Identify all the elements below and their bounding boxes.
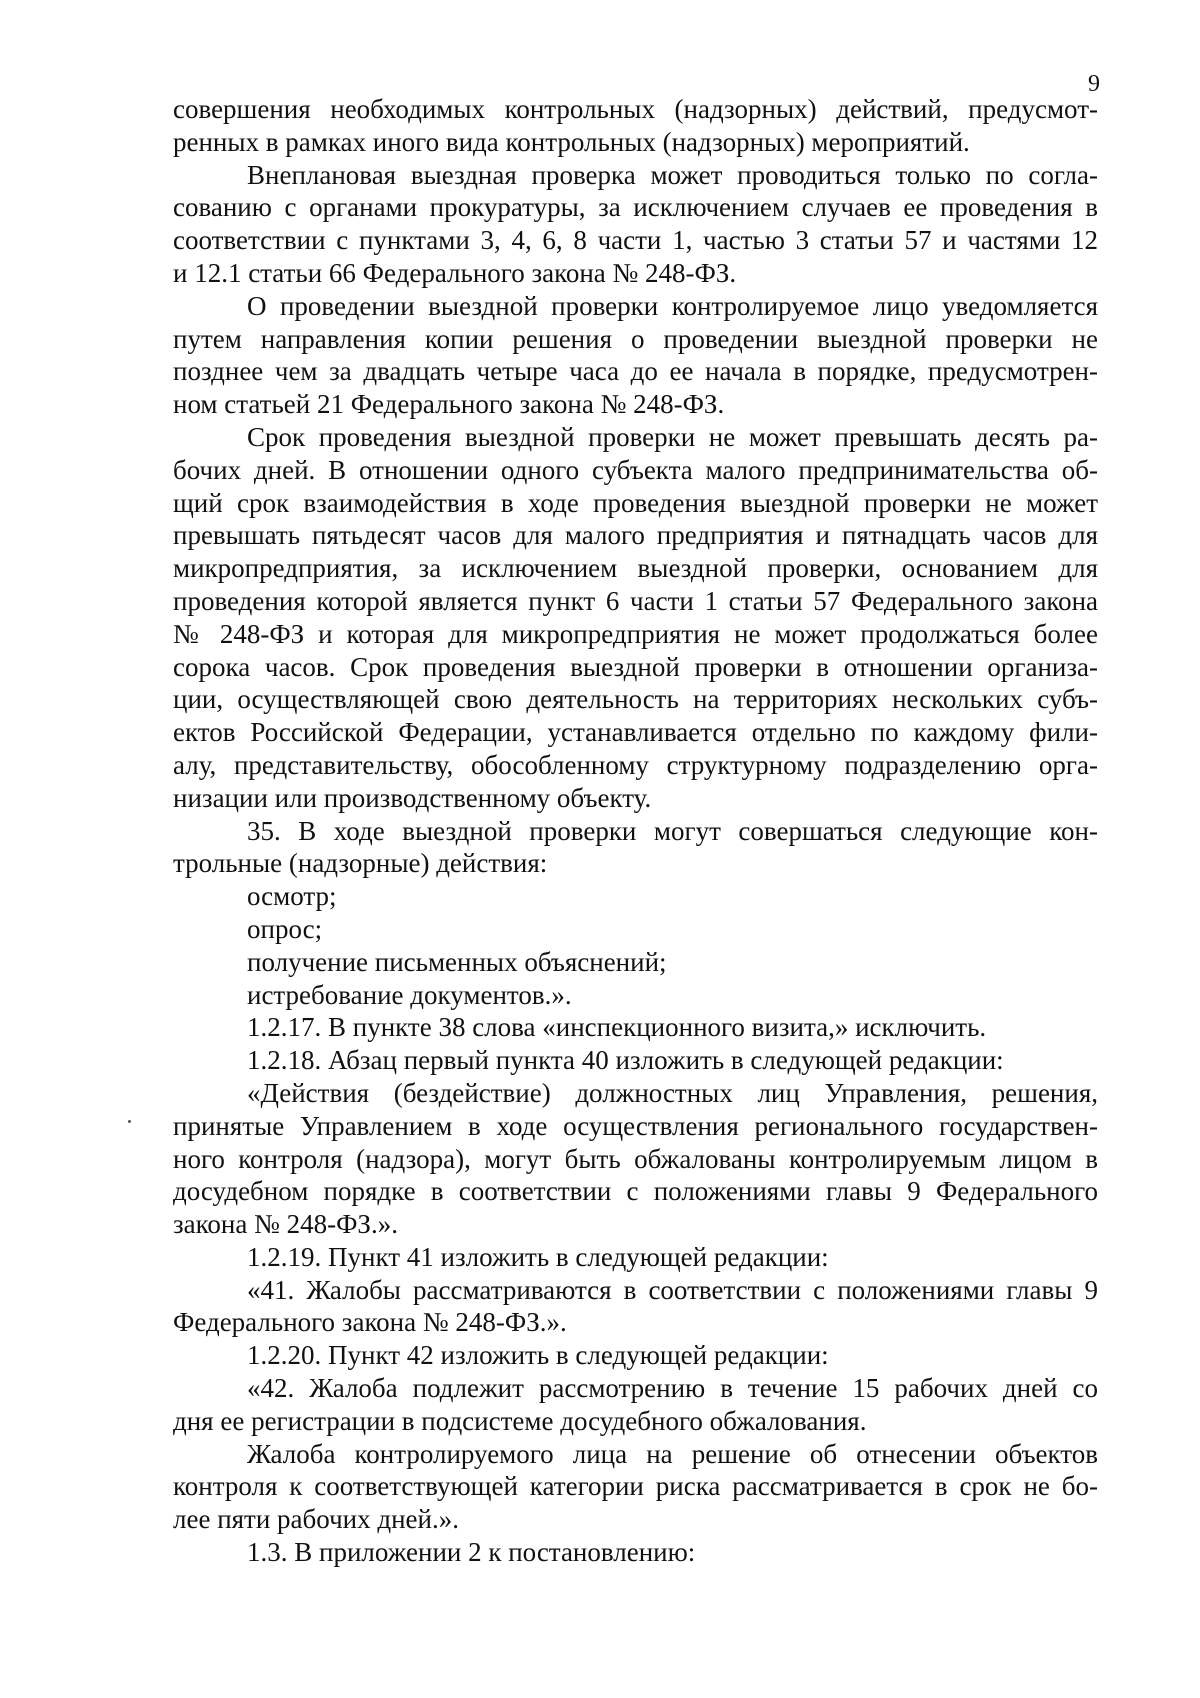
document-body — [173, 93, 1098, 1569]
text-line: путем направления копии решения о проведении выездной проверки не — [173, 323, 1098, 354]
text-line: 1.3. В приложении 2 к постановлению: — [247, 1537, 696, 1568]
text-line: 35. В ходе выездной проверки могут совершаться следующие кон- — [247, 815, 1098, 846]
text-line: «41. Жалобы рассматриваются в соответствии с положениями главы 9 — [247, 1274, 1098, 1305]
text-line: осмотр; — [247, 881, 337, 912]
text-line: 1.2.19. Пункт 41 изложить в следующей редакции: — [247, 1241, 829, 1272]
text-line: Срок проведения выездной проверки не может превышать десять ра- — [247, 421, 1098, 452]
text-line: проведения которой является пункт 6 части 1 статьи 57 Федерального закона — [173, 585, 1098, 616]
text-line: 1.2.17. В пункте 38 слова «инспекционного визита,» исключить. — [247, 1012, 987, 1043]
text-line: микропредприятия, за исключением выездной проверки, основанием для — [173, 553, 1098, 584]
text-line: позднее чем за двадцать четыре часа до ее начала в порядке, предусмотрен- — [173, 356, 1098, 387]
text-line: получение письменных объяснений; — [247, 946, 667, 977]
text-line: сованию с органами прокуратуры, за исключением случаев ее проведения в — [173, 192, 1098, 223]
text-line: низации или производственному объекту. — [173, 782, 652, 813]
text-line: Внеплановая выездная проверка может проводиться только по согла- — [247, 159, 1098, 190]
text-line: О проведении выездной проверки контролируемое лицо уведомляется — [247, 290, 1098, 321]
text-line: принятые Управлением в ходе осуществления регионального государствен- — [173, 1110, 1098, 1141]
scan-speck — [128, 1120, 131, 1123]
text-line: лее пяти рабочих дней.». — [173, 1504, 459, 1535]
text-line: досудебном порядке в соответствии с положениями главы 9 Федерального — [173, 1176, 1098, 1207]
text-line: совершения необходимых контрольных (надзорных) действий, предусмот- — [173, 94, 1098, 124]
text-line: 1.2.18. Абзац первый пункта 40 изложить в следующей редакции: — [247, 1045, 1004, 1076]
text-line: «Действия (бездействие) должностных лиц Управления, решения, — [247, 1077, 1098, 1108]
text-line: «42. Жалоба подлежит рассмотрению в течение 15 рабочих дней со — [247, 1373, 1098, 1404]
text-line: 1.2.20. Пункт 42 изложить в следующей редакции: — [247, 1340, 829, 1371]
text-line: № 248-ФЗ и которая для микропредприятия не может продолжаться более — [173, 618, 1098, 649]
text-line: ренных в рамках иного вида контрольных (надзорных) мероприятий. — [173, 126, 970, 157]
page-number: 9 — [1088, 71, 1100, 97]
text-line: ектов Российской Федерации, устанавливается отдельно по каждому фили- — [173, 717, 1098, 748]
text-line: ном статьей 21 Федерального закона № 248-ФЗ. — [173, 389, 725, 420]
text-line: контроля к соответствующей категории риска рассматривается в срок не бо- — [173, 1471, 1098, 1502]
text-line: бочих дней. В отношении одного субъекта малого предпринимательства об- — [173, 454, 1098, 485]
text-line: закона № 248-ФЗ.». — [173, 1209, 398, 1240]
text-line: Жалоба контролируемого лица на решение об отнесении объектов — [247, 1438, 1098, 1469]
text-line: трольные (надзорные) действия: — [173, 848, 548, 879]
text-line: сорока часов. Срок проведения выездной проверки в отношении организа- — [173, 651, 1098, 682]
text-line: соответствии с пунктами 3, 4, 6, 8 части 1, частью 3 статьи 57 и частями 12 — [173, 225, 1098, 256]
text-line: истребование документов.». — [247, 979, 572, 1010]
text-line: превышать пятьдесят часов для малого предприятия и пятнадцать часов для — [173, 520, 1098, 551]
text-line: Федерального закона № 248-ФЗ.». — [173, 1307, 567, 1338]
text-line: ного контроля (надзора), могут быть обжалованы контролируемым лицом в — [173, 1143, 1098, 1174]
text-line: дня ее регистрации в подсистеме досудебного обжалования. — [173, 1405, 867, 1436]
text-line: опрос; — [247, 913, 323, 944]
text-line: щий срок взаимодействия в ходе проведения выездной проверки не может — [173, 487, 1098, 518]
text-line: ции, осуществляющей свою деятельность на территориях нескольких субъ- — [173, 684, 1098, 715]
text-line: алу, представительству, обособленному структурному подразделению орга- — [173, 749, 1098, 780]
text-line: и 12.1 статьи 66 Федерального закона № 248-ФЗ. — [173, 257, 737, 288]
